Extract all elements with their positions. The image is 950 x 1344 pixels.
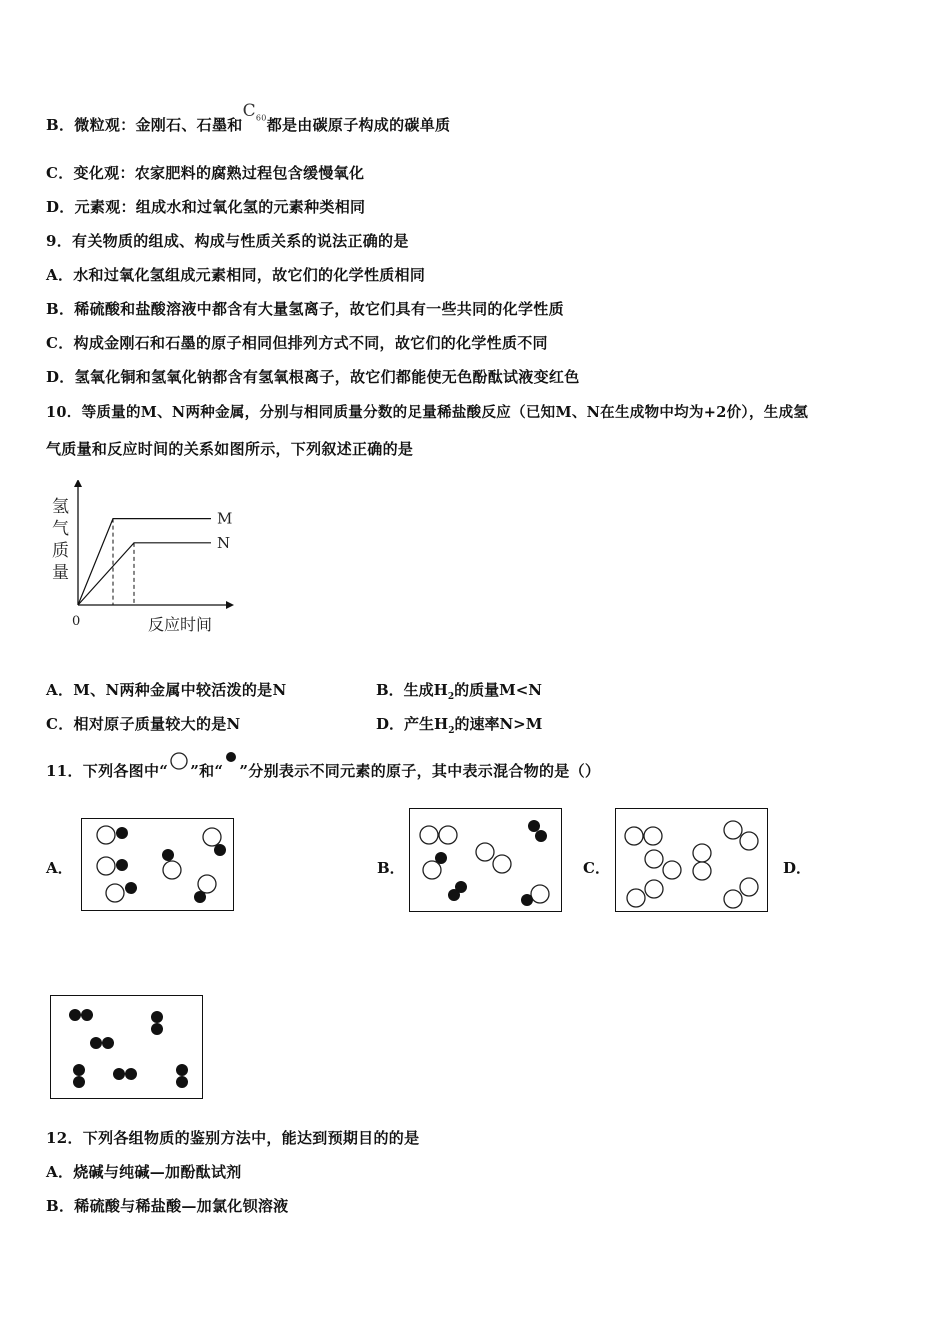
q8-option-d: D．元素观：组成水和过氧化氢的元素种类相同 xyxy=(46,198,366,216)
series-label-M: M xyxy=(217,509,233,528)
figure-d-particles xyxy=(51,996,202,1098)
q8-option-b: B．微粒观：金刚石、石墨和$C_{60}$都是由碳原子构成的碳单质 xyxy=(46,101,451,134)
x-axis-arrow xyxy=(226,601,234,609)
hydrogen-mass-chart xyxy=(40,480,280,640)
q11-stem: 11．下列各图中“ ”和“ ”分别表示不同元素的原子，其中表示混合物的是（） xyxy=(46,760,600,782)
q9-option-a: A．水和过氧化氢组成元素相同，故它们的化学性质相同 xyxy=(46,266,426,284)
q9-option-c: C．构成金刚石和石墨的原子相同但排列方式不同，故它们的化学性质不同 xyxy=(46,334,548,352)
q11-figure-c xyxy=(615,808,768,912)
y-axis-label-char: 质 xyxy=(52,541,69,561)
q8-option-c: C．变化观：农家肥料的腐熟过程包含缓慢氧化 xyxy=(46,164,365,182)
figure-a-particles xyxy=(82,819,233,910)
y-axis-label-char: 气 xyxy=(52,519,69,539)
q12-option-b: B．稀硫酸与稀盐酸—加氯化钡溶液 xyxy=(46,1197,289,1215)
q11-figure-a xyxy=(81,818,234,911)
black-atom-icon xyxy=(223,748,239,766)
origin-label: 0 xyxy=(72,614,81,629)
q11-label-c: C． xyxy=(583,859,610,877)
q10-option-b: B．生成$H_2$的质量M<N xyxy=(376,681,543,702)
series-line-N xyxy=(78,543,211,605)
q10-option-d: D．产生$H_2$的速率N>M xyxy=(376,715,543,736)
q10-option-c: C．相对原子质量较大的是N xyxy=(46,715,241,733)
q11-label-a: A． xyxy=(46,859,73,877)
y-axis-label-char: 量 xyxy=(52,563,69,583)
q10-option-a: A．M、N两种金属中较活泼的是N xyxy=(46,681,287,699)
x-axis-label: 反应时间 xyxy=(148,615,213,634)
y-axis-label-char: 氢 xyxy=(52,497,69,517)
white-atom-icon xyxy=(168,750,190,772)
q12-option-a: A．烧碱与纯碱—加酚酞试剂 xyxy=(46,1163,242,1181)
series-line-M xyxy=(78,519,211,605)
y-axis-arrow xyxy=(74,480,82,487)
figure-c-particles xyxy=(616,809,767,911)
q9-option-d: D．氢氧化铜和氢氧化钠都含有氢氧根离子，故它们都能使无色酚酞试液变红色 xyxy=(46,368,580,386)
q12-stem: 12．下列各组物质的鉴别方法中，能达到预期目的的是 xyxy=(46,1129,420,1147)
series-label-N: N xyxy=(217,533,231,552)
q10-stem-line2: 气质量和反应时间的关系如图所示，下列叙述正确的是 xyxy=(46,440,414,458)
c60-formula: $C_{60}$ xyxy=(242,101,267,123)
q11-figure-d xyxy=(50,995,203,1099)
figure-b-particles xyxy=(410,809,561,911)
q9-stem: 9．有关物质的组成、构成与性质关系的说法正确的是 xyxy=(46,232,409,250)
q9-option-b: B．稀硫酸和盐酸溶液中都含有大量氢离子，故它们具有一些共同的化学性质 xyxy=(46,300,564,318)
q10-stem-line1: 10．等质量的M、N两种金属，分别与相同质量分数的足量稀盐酸反应（已知M、N在生成物中均为+2价），生成氢 xyxy=(46,404,809,421)
q11-label-d: D． xyxy=(783,859,812,877)
q11-label-b: B． xyxy=(377,859,405,877)
q11-figure-b xyxy=(409,808,562,912)
